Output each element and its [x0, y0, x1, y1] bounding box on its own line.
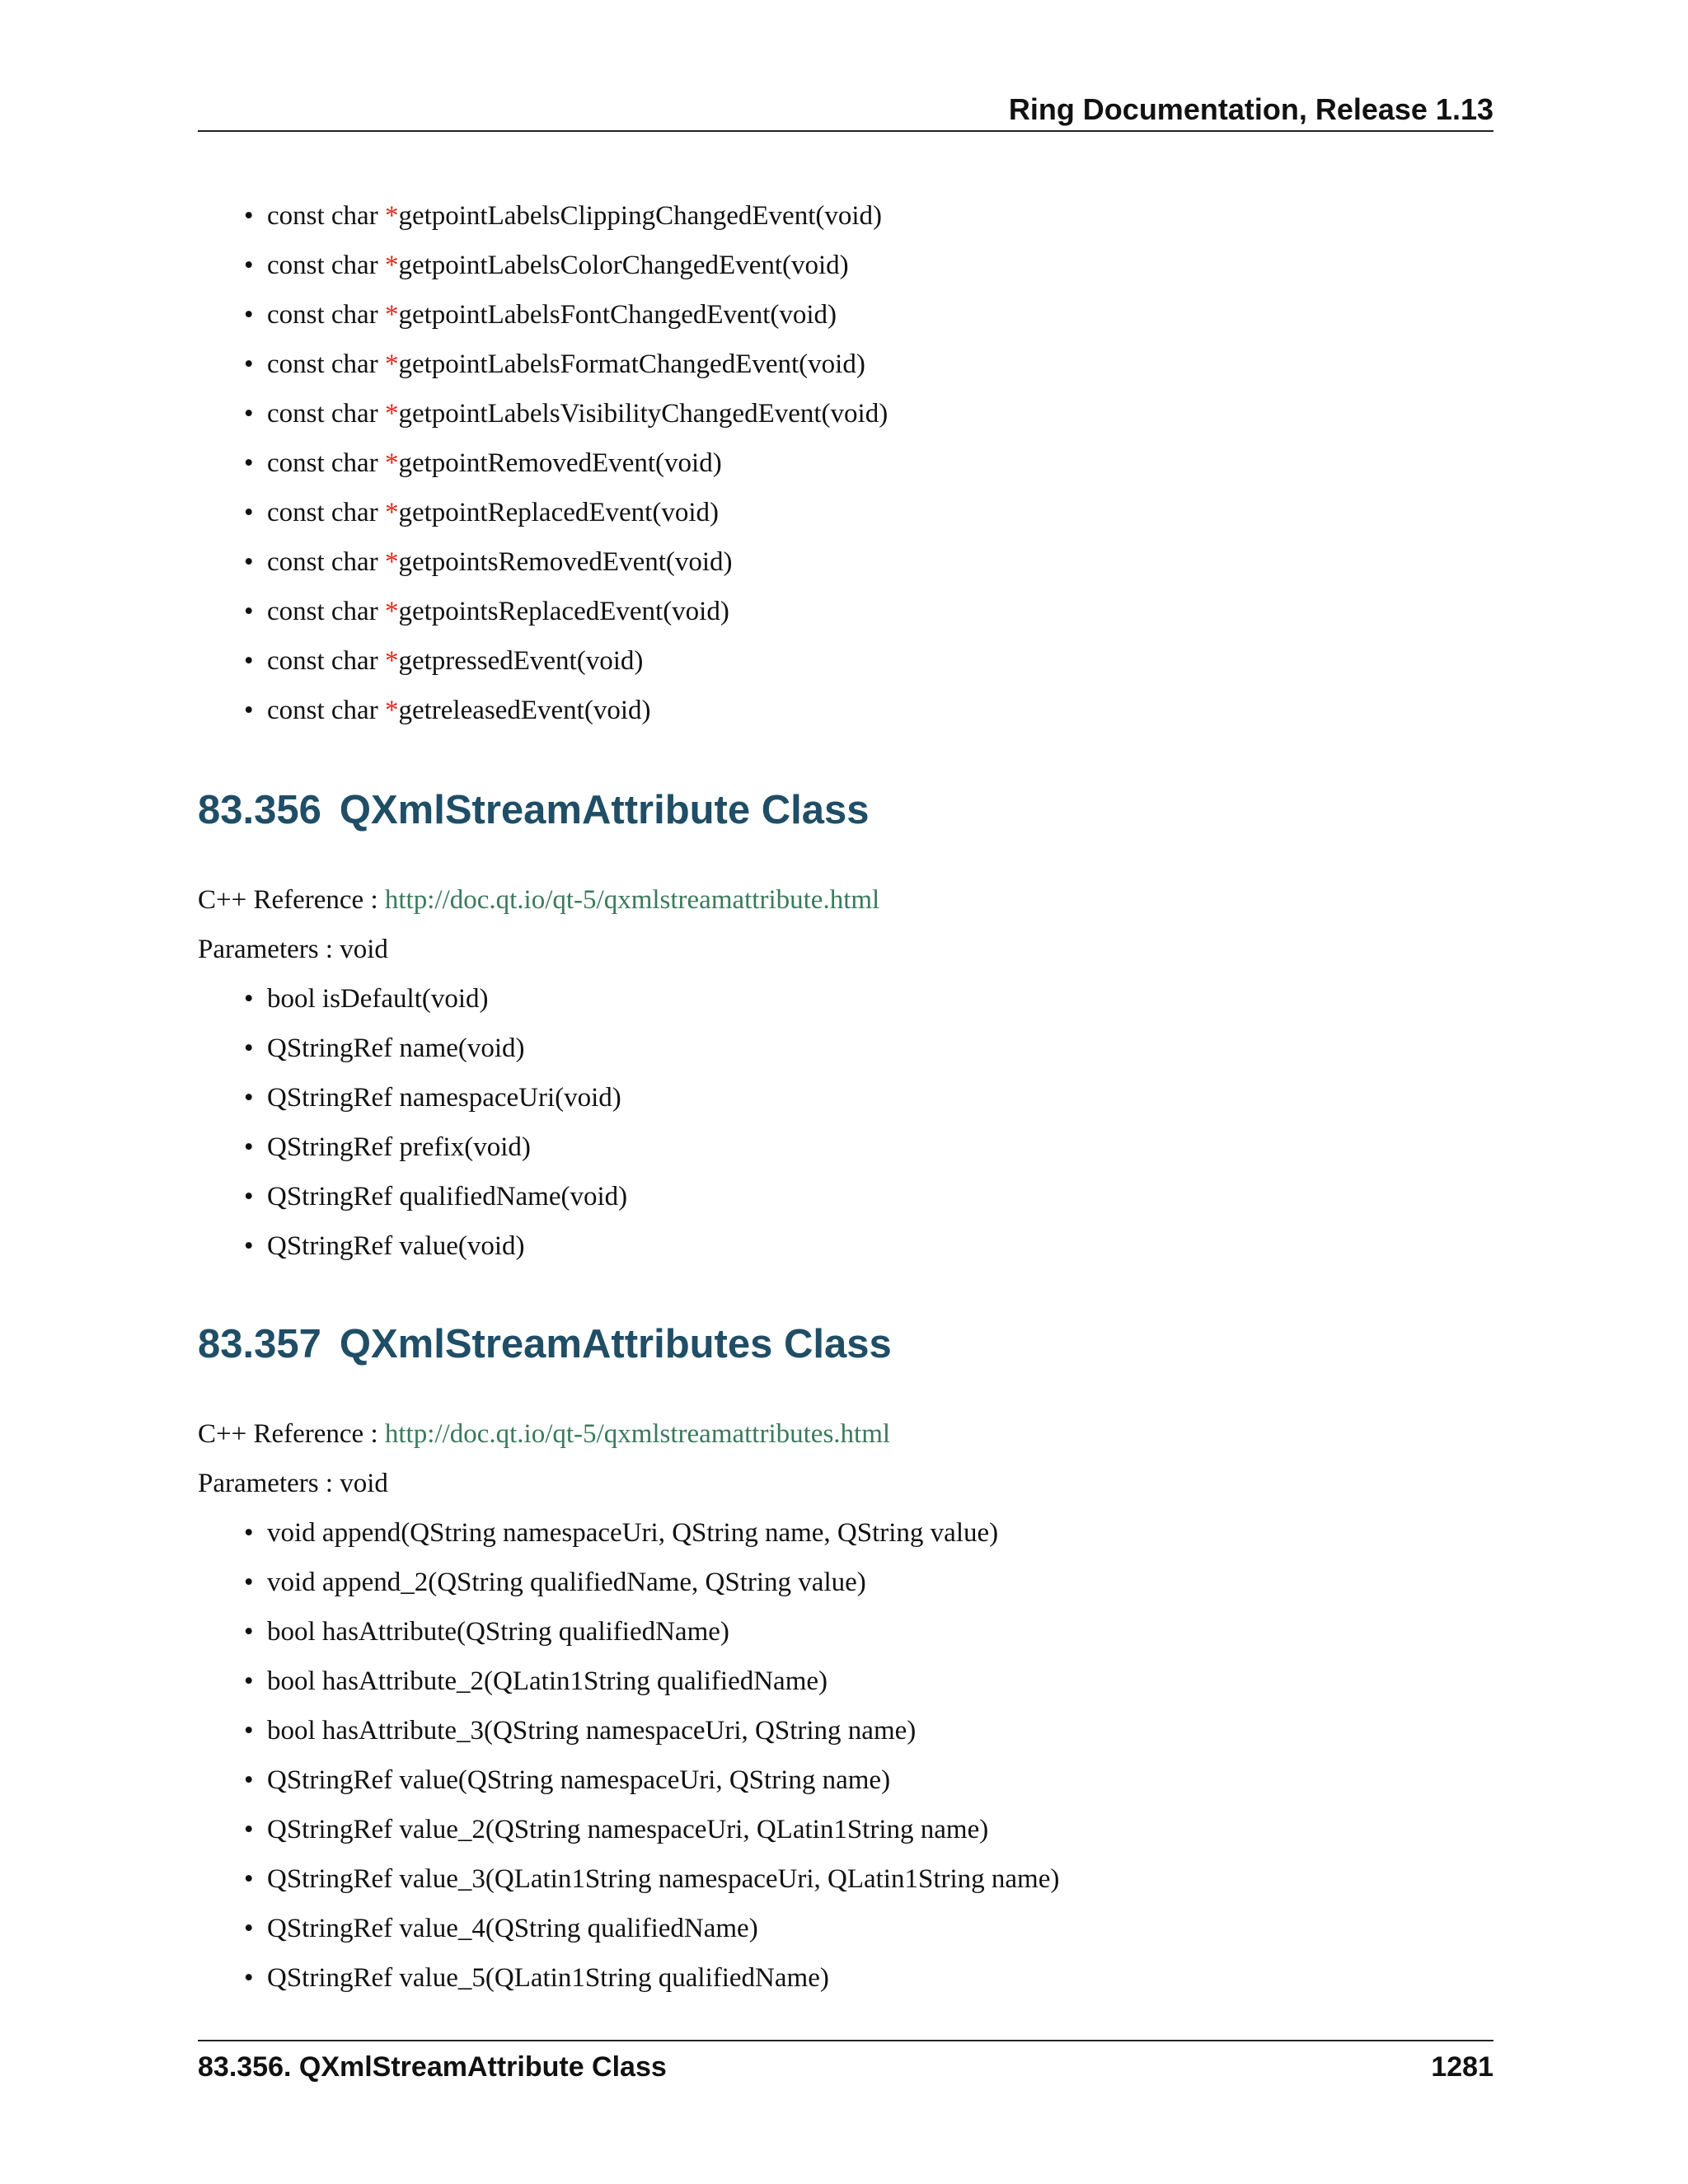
parameters-line: Parameters : void — [198, 1469, 388, 1498]
bullet-icon: • — [244, 984, 254, 1014]
list-item: • QStringRef value_2(QString namespaceUri, QLatin1String name) — [244, 1805, 1059, 1854]
list-item: • bool hasAttribute(QString qualifiedName) — [244, 1607, 1059, 1657]
list-item: • QStringRef namespaceUri(void) — [244, 1073, 627, 1122]
method-list-qxmlstreamattributes — [244, 1508, 1059, 2003]
method-list-qxmlstreamattribute — [244, 974, 627, 1271]
running-header: Ring Documentation, Release 1.13 — [1008, 92, 1493, 126]
list-item: • QStringRef name(void) — [244, 1024, 627, 1073]
document-page — [198, 0, 1493, 2184]
list-item: • const char *getreleasedEvent(void) — [244, 686, 888, 735]
list-item: • QStringRef value_4(QString qualifiedName) — [244, 1904, 1059, 1953]
bullet-icon: • — [244, 1963, 254, 1993]
bullet-icon: • — [244, 1765, 254, 1795]
bullet-icon: • — [244, 1518, 254, 1548]
list-item: • const char *getpointLabelsFormatChangedEvent(void) — [244, 340, 888, 389]
list-item: • const char *getpointLabelsFontChangedEvent(void) — [244, 290, 888, 340]
bullet-icon: • — [244, 349, 254, 379]
list-item: • void append(QString namespaceUri, QString name, QString value) — [244, 1508, 1059, 1558]
list-item: • const char *getpointsReplacedEvent(void) — [244, 587, 888, 636]
bullet-icon: • — [244, 547, 254, 577]
list-item: • QStringRef value_5(QLatin1String qualifiedName) — [244, 1953, 1059, 2003]
list-item: • const char *getpointReplacedEvent(void) — [244, 488, 888, 537]
bullet-icon: • — [244, 1666, 254, 1696]
list-item: • const char *getpointLabelsClippingChangedEvent(void) — [244, 191, 888, 241]
cpp-reference: C++ Reference : http://doc.qt.io/qt-5/qxmlstreamattributes.html — [198, 1419, 891, 1449]
parameters-line: Parameters : void — [198, 935, 388, 964]
bullet-icon: • — [244, 1864, 254, 1894]
bullet-icon: • — [244, 1815, 254, 1844]
list-item: • QStringRef value(QString namespaceUri, QString name) — [244, 1755, 1059, 1805]
section-heading-83-357: 83.357 QXmlStreamAttributes Class — [198, 1322, 892, 1366]
event-method-list — [244, 191, 888, 735]
list-item: • QStringRef prefix(void) — [244, 1122, 627, 1172]
bullet-icon: • — [244, 646, 254, 676]
section-heading-83-356: 83.356 QXmlStreamAttribute Class — [198, 788, 870, 832]
bullet-icon: • — [244, 1716, 254, 1746]
list-item: • QStringRef value(void) — [244, 1221, 627, 1271]
bullet-icon: • — [244, 597, 254, 626]
list-item: • void append_2(QString qualifiedName, QString value) — [244, 1558, 1059, 1607]
bullet-icon: • — [244, 251, 254, 280]
page-number: 1281 — [1431, 2051, 1493, 2083]
list-item: • bool hasAttribute_3(QString namespaceUri, QString name) — [244, 1706, 1059, 1755]
list-item: • bool isDefault(void) — [244, 974, 627, 1024]
list-item: • const char *getpointLabelsVisibilityChangedEvent(void) — [244, 389, 888, 438]
list-item: • bool hasAttribute_2(QLatin1String qualifiedName) — [244, 1657, 1059, 1706]
cpp-reference: C++ Reference : http://doc.qt.io/qt-5/qxmlstreamattribute.html — [198, 885, 880, 915]
list-item: • QStringRef value_3(QLatin1String namespaceUri, QLatin1String name) — [244, 1854, 1059, 1904]
bullet-icon: • — [244, 1083, 254, 1113]
bullet-icon: • — [244, 448, 254, 478]
cpp-reference-link[interactable]: http://doc.qt.io/qt-5/qxmlstreamattributes.html — [384, 1419, 891, 1449]
bullet-icon: • — [244, 1182, 254, 1212]
cpp-reference-link[interactable]: http://doc.qt.io/qt-5/qxmlstreamattribute.html — [384, 885, 880, 915]
bullet-icon: • — [244, 1033, 254, 1063]
bullet-icon: • — [244, 399, 254, 429]
header-rule — [198, 130, 1493, 132]
bullet-icon: • — [244, 1617, 254, 1647]
bullet-icon: • — [244, 498, 254, 527]
bullet-icon: • — [244, 1231, 254, 1261]
bullet-icon: • — [244, 201, 254, 231]
bullet-icon: • — [244, 1914, 254, 1943]
list-item: • const char *getpointRemovedEvent(void) — [244, 438, 888, 488]
list-item: • QStringRef qualifiedName(void) — [244, 1172, 627, 1221]
list-item: • const char *getpressedEvent(void) — [244, 636, 888, 686]
list-item: • const char *getpointLabelsColorChangedEvent(void) — [244, 241, 888, 290]
footer-section-title: 83.356. QXmlStreamAttribute Class — [198, 2051, 667, 2083]
bullet-icon: • — [244, 300, 254, 330]
bullet-icon: • — [244, 696, 254, 725]
bullet-icon: • — [244, 1568, 254, 1597]
footer-rule — [198, 2040, 1493, 2041]
list-item: • const char *getpointsRemovedEvent(void) — [244, 537, 888, 587]
bullet-icon: • — [244, 1132, 254, 1162]
